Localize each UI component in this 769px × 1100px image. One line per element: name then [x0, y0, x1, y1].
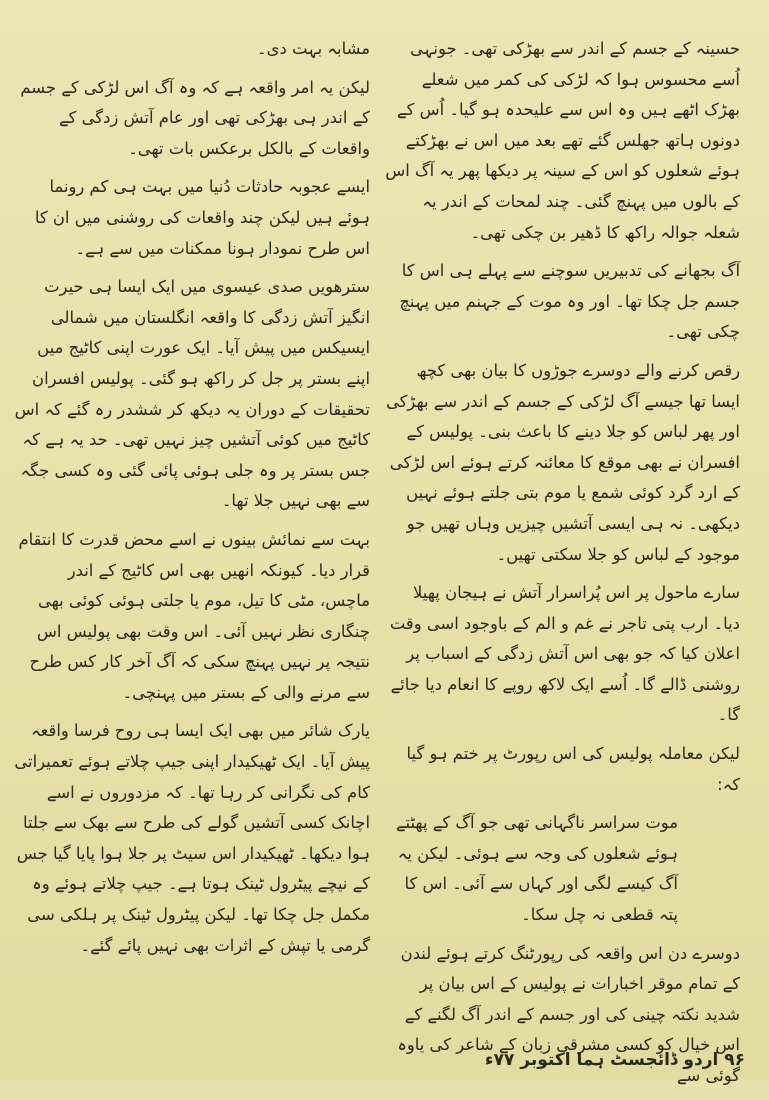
- right-paragraph-3: رقص کرنے والے دوسرے جوڑوں کا بیان بھی کچھ ایسا تھا جیسے آگ لڑکی کے جسم کے اندر سے بھڑکی اور پھر لباس کو جلا دینے کا باعث بنی۔ پولیس کے افسران نے بھی موقع کا معائنہ کرتے ہوئے اس لڑکی کے ارد گرد کوئی شمع یا موم بتی جلتے ہوئے نہیں دیکھی۔ نہ ہی ایسی آتشیں چیزیں وہاں تھیں جو موجود کے لباس کو جلا سکتی تھیں۔: [385, 360, 740, 564]
- right-paragraph-5: لیکن معاملہ پولیس کی اس رپورٹ پر ختم ہو گیا کہ:: [406, 744, 740, 794]
- left-paragraph-4: سترھویں صدی عیسوی میں ایک ایسا ہی حیرت انگیز آتش زدگی کا واقعہ انگلستان میں شمالی ایسیکس میں پیش آیا۔ ایک عورت اپنی کاٹیج میں اپنے بستر پر جل کر راکھ ہو گئی۔ پولیس افسران تحقیقات کے دوران یہ دیکھ کر ششدر رہ گئے کہ اس کاٹیج میں کوئی آتشیں چیز نہیں تھی۔ حد یہ ہے کہ جس بستر پر وہ جلی ہوئی پائی گئی وہ کسی جگہ سے بھی نہیں جلا تھا۔: [14, 277, 370, 511]
- left-paragraph-6: یارک شائر میں بھی ایک ایسا ہی روح فرسا واقعہ پیش آیا۔ ایک ٹھیکیدار اپنی جیپ چلاتے ہوئے تعمیراتی کام کی نگرانی کر رہا تھا۔ کہ مزدوروں نے اسے اچانک کسی آتشیں گولے کی طرح سے بھک سے جلتا ہوا دیکھا۔ ٹھیکیدار اس سیٹ پر جلا ہوا پایا گیا جس کے نیچے پیٹرول ٹینک ہوتا ہے۔ جیپ چلاتے ہوئے وہ مکمل جل چکا تھا۔ لیکن پیٹرول ٹینک پر ہلکی سی گرمی یا تپش کے اثرات بھی نہیں پائے گئے۔: [14, 721, 370, 955]
- right-paragraph-1: حسینہ کے جسم کے اندر سے بھڑکی تھی۔ جونہی اُسے محسوس ہوا کہ لڑکی کی کمر میں شعلے بھڑک اٹھے ہیں وہ اس سے علیحدہ ہو گیا۔ اُس کے دونوں ہاتھ جھلس گئے تھے بعد میں اس نے بھڑکتے ہوئے شعلوں کو اس کے سینہ پر دیکھا پھر یہ آگ اس کے بالوں میں پہنچ گئی۔ چند لمحات کے اندر یہ شعلہ جوالہ راکھ کا ڈھیر بن چکی تھی۔: [385, 39, 740, 242]
- left-paragraph-1: مشابہ بہت دی۔: [257, 39, 370, 58]
- right-column: [384, 34, 740, 1100]
- right-paragraph-6: دوسرے دن اس واقعہ کی رپورٹنگ کرتے ہوئے لندن کے تمام موقر اخبارات نے پولیس کے اس بیان پر شدید نکتہ چینی کی اور جسم کے اندر آگ لگنے کے اس خیال کو کسی مشرقی زبان کے شاعر کی یاوہ گوئی سے: [397, 943, 740, 1085]
- right-paragraph-2: آگ بجھانے کی تدبیریں سوچنے سے پہلے ہی اس کا جسم جل چکا تھا۔ اور وہ موت کے جہنم میں پہنچ چکی تھی۔: [399, 261, 740, 342]
- left-paragraph-2: لیکن یہ امر واقعہ ہے کہ وہ آگ اس لڑکی کے جسم کے اندر ہی بھڑکی تھی اور عام آتش زدگی کے واقعات کے بالکل برعکس بات تھی۔: [20, 77, 370, 158]
- left-paragraph-5: بہت سے نمائش بینوں نے اسے محض قدرت کا انتقام قرار دیا۔ کیونکہ انھیں بھی اس کاٹیج کے اندر ماچس، مٹی کا تیل، موم یا جلتی ہوئی کوئی بھی چنگاری نظر نہیں آئی۔ اس وقت بھی پولیس اس نتیجہ پر نہیں پہنچ سکی کہ آگ آخر کار کس طرح سے مرنے والی کے بستر میں پہنچی۔: [18, 529, 370, 702]
- right-paragraph-4: سارے ماحول پر اس پُراسرار آتش نے ہیجان پھیلا دیا۔ ارب پتی تاجر نے غم و الم کے باوجود اسی وقت اعلان کیا کہ جو بھی اس آتش زدگی کے اسباب پر روشنی ڈالے گا۔ اُسے ایک لاکھ روپے کا انعام دیا جائے گا۔: [389, 583, 740, 725]
- left-column: [14, 34, 370, 969]
- police-report-quote: موت سراسر ناگہانی تھی جو آگ کے پھٹتے ہوئے شعلوں کی وجہ سے ہوئی۔ لیکن یہ آگ کیسے لگی اور کہاں سے آئی۔ اس کا پتہ قطعی نہ چل سکا۔: [395, 813, 678, 925]
- left-paragraph-3: ایسے عجوبہ حادثات دُنیا میں بہت ہی کم رونما ہوئے ہیں لیکن چند واقعات کی روشنی میں ان کا اس طرح نمودار ہونا ممکنات میں سے ہے۔: [34, 177, 370, 258]
- page-footer: ۹۶ اردو ڈائجسٹ ہما اکتوبر ۷۷ء: [484, 1050, 745, 1070]
